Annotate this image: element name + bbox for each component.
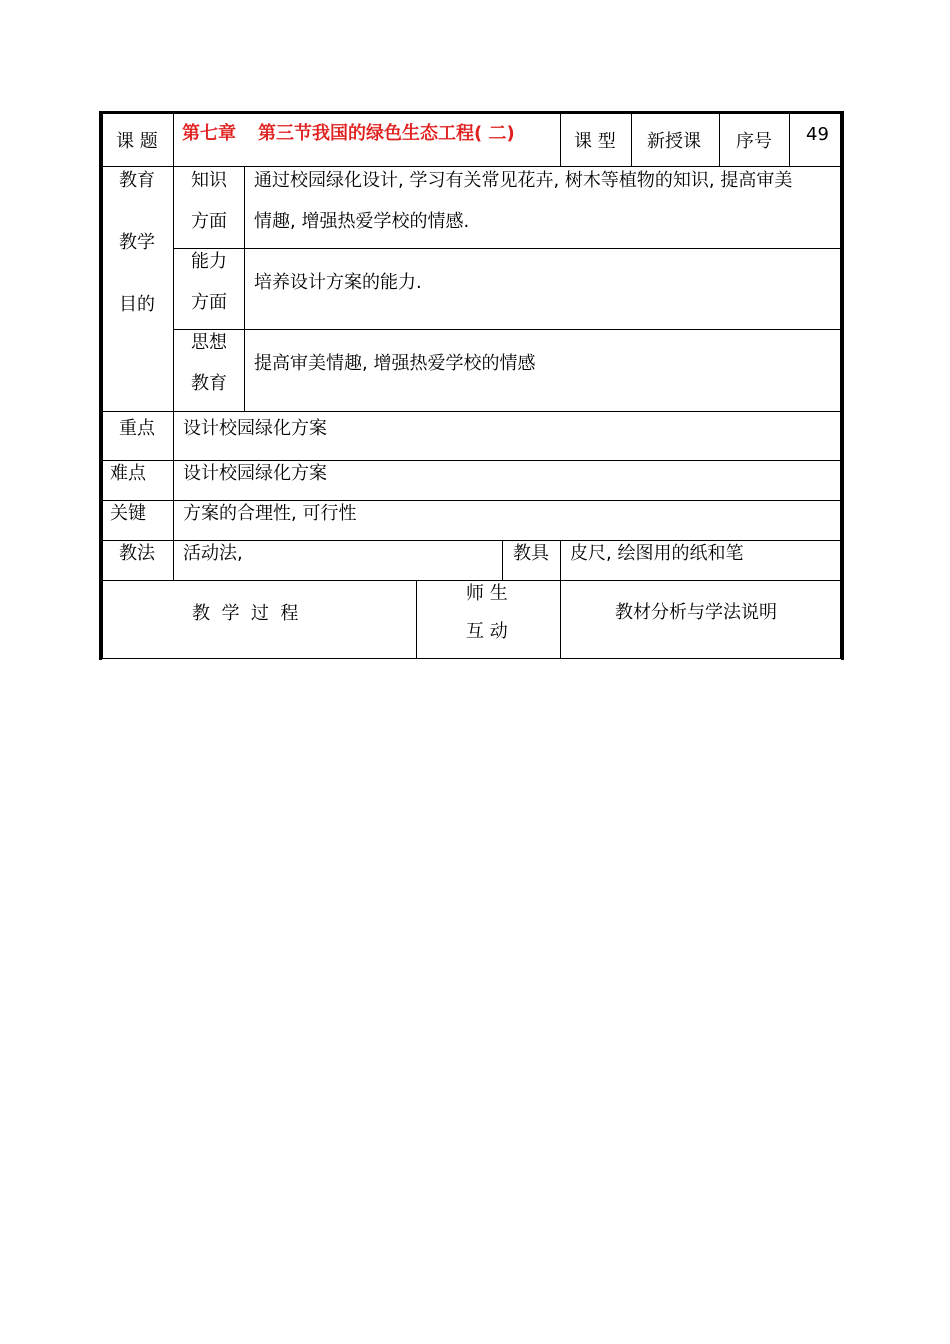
goals-label-line2: 教学 (119, 232, 155, 253)
type-value: 新授课 (647, 131, 701, 152)
knowledge-label1: 知识 (191, 170, 227, 191)
process-col2-line1: 师 生 (466, 583, 508, 604)
thought-label2: 教育 (191, 373, 227, 394)
knowledge-line2: 情趣, 增强热爱学校的情感. (254, 211, 470, 232)
knowledge-label2: 方面 (191, 211, 227, 232)
type-label: 课 型 (574, 131, 616, 152)
difficulty-label: 难点 (110, 463, 146, 484)
method-value: 活动法, (183, 543, 243, 564)
key-point-label: 重点 (119, 418, 155, 439)
knowledge-line1: 通过校园绿化设计, 学习有关常见花卉, 树木等植物的知识, 提高审美 (254, 170, 793, 191)
title-chapter: 第七章 (182, 123, 236, 144)
goals-label-cell (102, 166, 174, 412)
seq-value: 49 (806, 124, 829, 145)
ability-label2: 方面 (191, 292, 227, 313)
process-col3: 教材分析与学法说明 (615, 602, 777, 623)
title-section: 第三节我国的绿色生态工程( 二) (258, 123, 515, 144)
key-value: 方案的合理性, 可行性 (183, 503, 357, 524)
process-col2-line2: 互 动 (466, 621, 508, 642)
goals-label-line3: 目的 (119, 294, 155, 315)
tools-label: 教具 (513, 543, 549, 564)
method-label: 教法 (119, 543, 155, 564)
ability-label1: 能力 (191, 251, 227, 272)
seq-label: 序号 (736, 131, 772, 152)
key-point-value: 设计校园绿化方案 (183, 418, 327, 439)
thought-line1: 提高审美情趣, 增强热爱学校的情感 (254, 353, 536, 374)
goals-label-line1: 教育 (119, 170, 155, 191)
subject-label: 课 题 (116, 131, 158, 152)
tools-value: 皮尺, 绘图用的纸和笔 (570, 543, 744, 564)
ability-line1: 培养设计方案的能力. (254, 272, 422, 293)
key-label: 关键 (110, 503, 146, 524)
process-col1: 教 学 过 程 (192, 603, 299, 624)
thought-label1: 思想 (191, 332, 227, 353)
difficulty-value: 设计校园绿化方案 (183, 463, 327, 484)
